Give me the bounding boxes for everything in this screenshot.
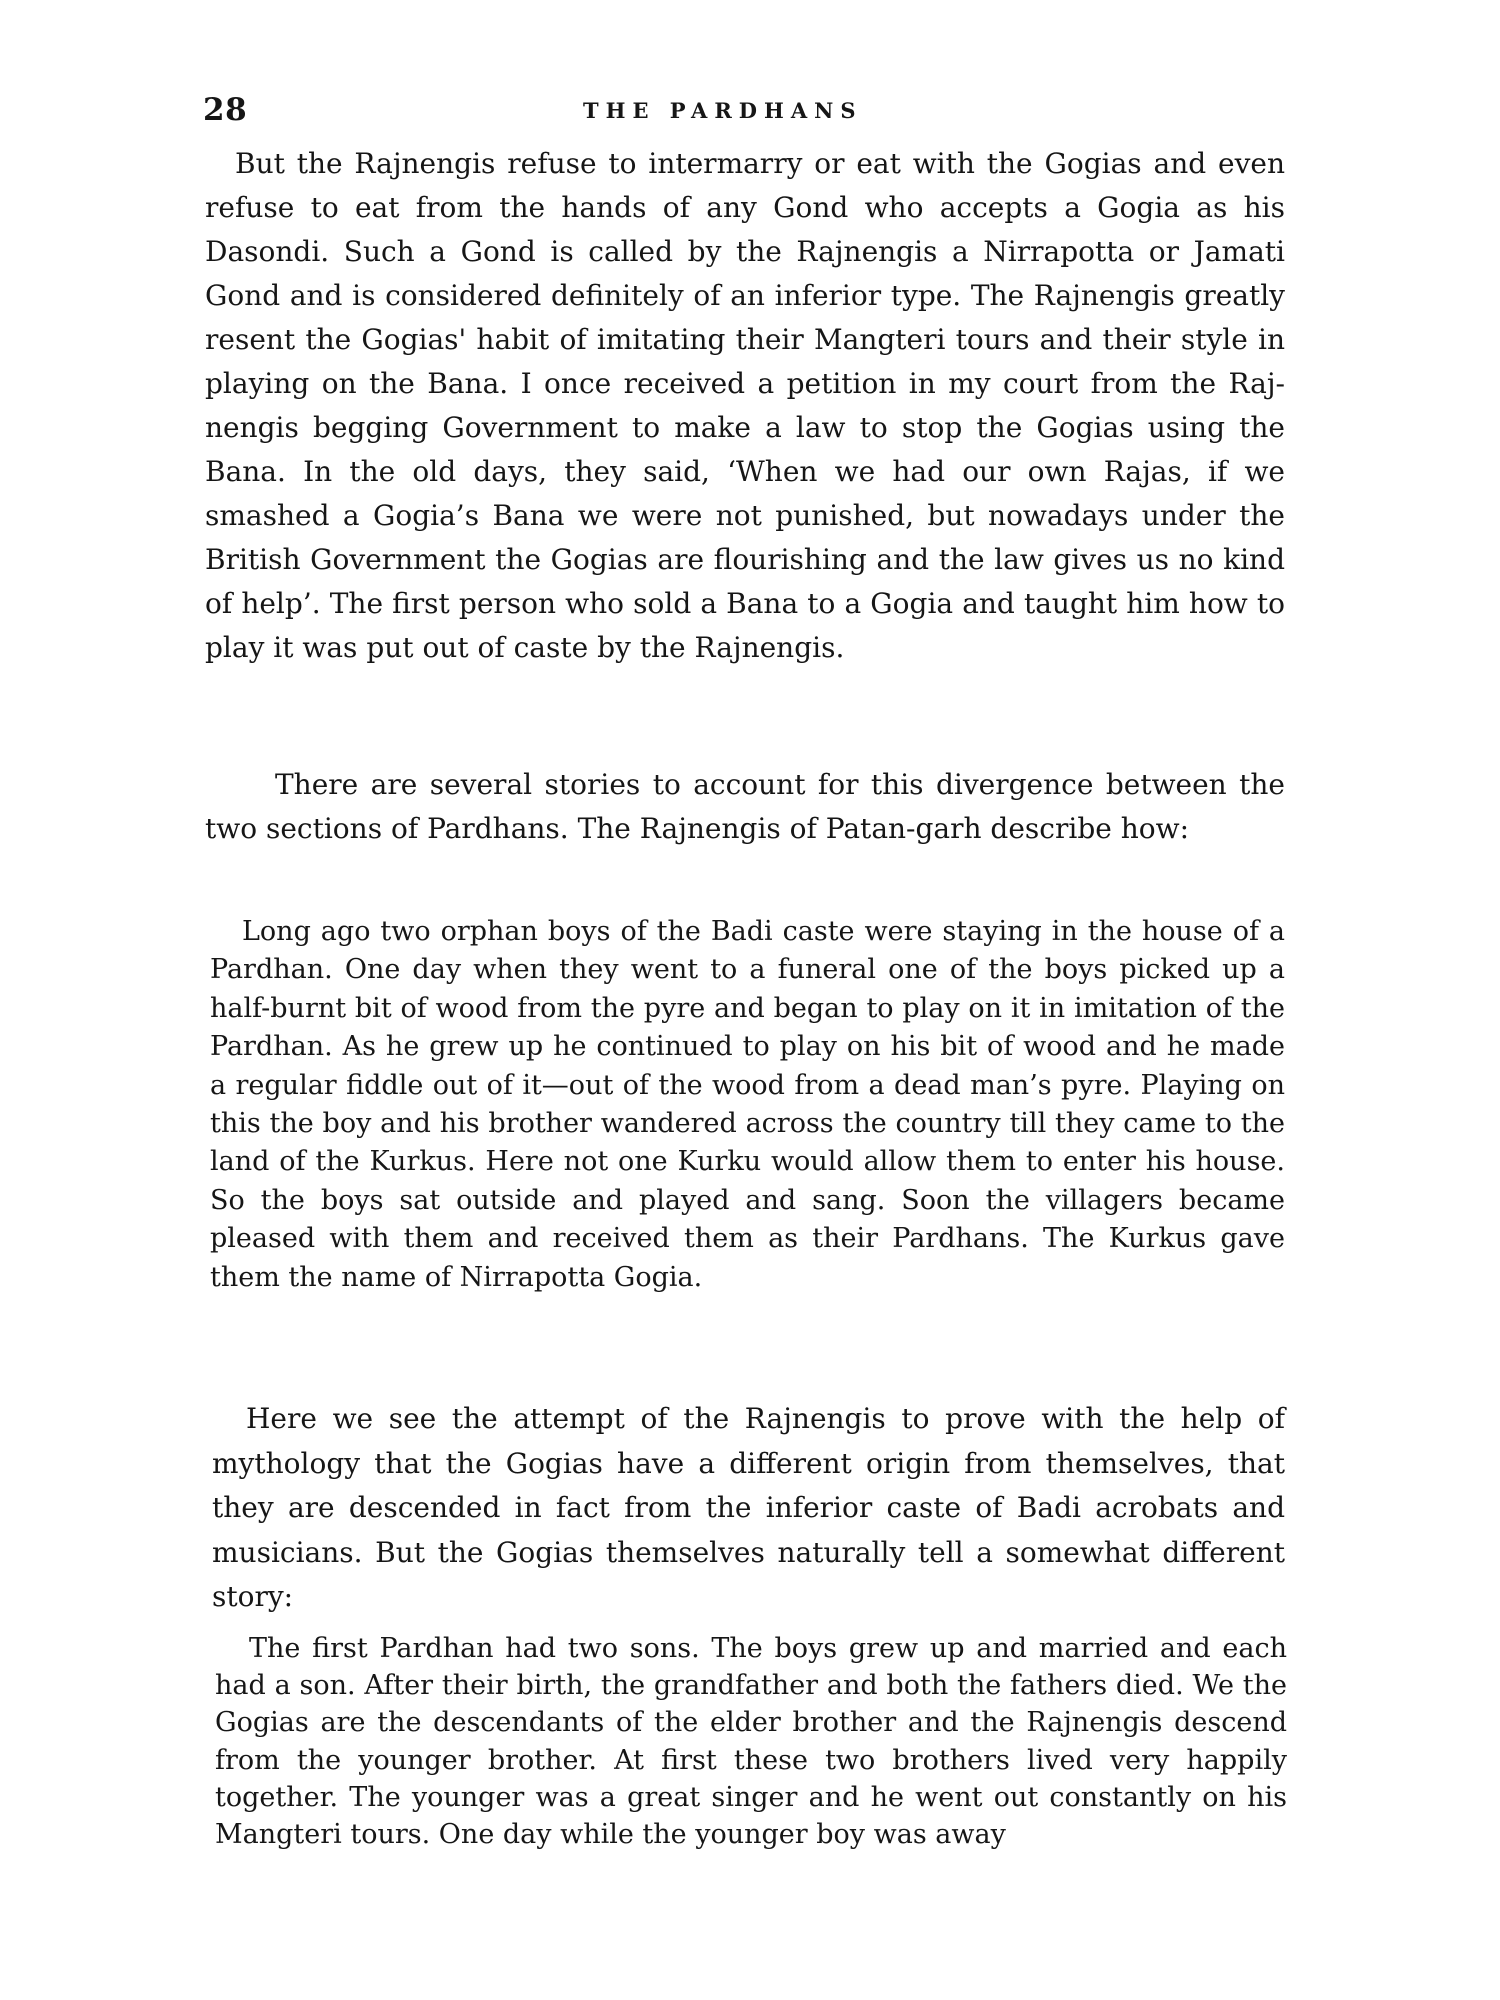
paragraph-rajnengis-refuse: But the Rajnengis refuse to intermarry or eat with the Gogias and even refuse to eat from the hands of any Gond who accepts a Gogia as his Dasondi. Such a Gond is called by the Rajnengis a Nirrapotta or Jamati Gond and is considered definitely of an inferior type. The Rajnengis greatly resent the Gogias' habit of imitating their Mangteri tours and their style in playing on the Bana. I once received a petition in my court from the Raj-nengis begging Government to make a law to stop the Gogias using the Bana. In the old days, they said, ‘When we had our own Rajas, if we smashed a Gogia’s Bana we were not punished, but nowadays under the British Government the Gogias are flourishing and the law gives us no kind of help’. The first person who sold a Bana to a Gogia and taught him how to play it was put out of caste by the Rajnengis. — [205, 147, 1285, 664]
quoted-story-badi-boys: Long ago two orphan boys of the Badi caste were staying in the house of a Pardhan. One day when they went to a funeral one of the boys picked up a half-burnt bit of wood from the pyre and began to play on it in imitation of the Pardhan. As he grew up he continued to play on his bit of wood and he made a regular fiddle out of it—out of the wood from a dead man’s pyre. Playing on this the boy and his brother wandered across the country till they came to the land of the Kurkus. Here not one Kurku would allow them to enter his house. So the boys sat outside and played and sang. Soon the villagers became pleased with them and received them as their Pardhans. The Kurkus gave them the name of Nirrapotta Gogia. — [210, 916, 1285, 1293]
running-head — [203, 92, 1285, 132]
running-title: THE PARDHANS — [583, 98, 863, 123]
quoted-story-first-pardhan: The first Pardhan had two sons. The boys grew up and married and each had a son. After their birth, the grandfather and both the fathers died. We the Gogias are the descendants of the elder brother and the Rajnengis descend from the younger brother. At first these two brothers lived very happily together. The younger was a great singer and he went out constantly on his Mangteri tours. One day while the younger boy was away — [215, 1633, 1287, 1851]
paragraph-mythology-attempt: Here we see the attempt of the Rajnengis to prove with the help of mythology that the Gogias have a different origin from themselves, that they are descended in fact from the inferior caste of Badi acrobats and musicians. But the Gogias themselves naturally tell a somewhat different story: — [212, 1402, 1285, 1613]
paragraph-divergence-stories: There are several stories to account for this divergence between the two sections of Pardhans. The Rajnengis of Patan-garh describe how: — [205, 768, 1285, 845]
page-number: 28 — [203, 92, 248, 128]
